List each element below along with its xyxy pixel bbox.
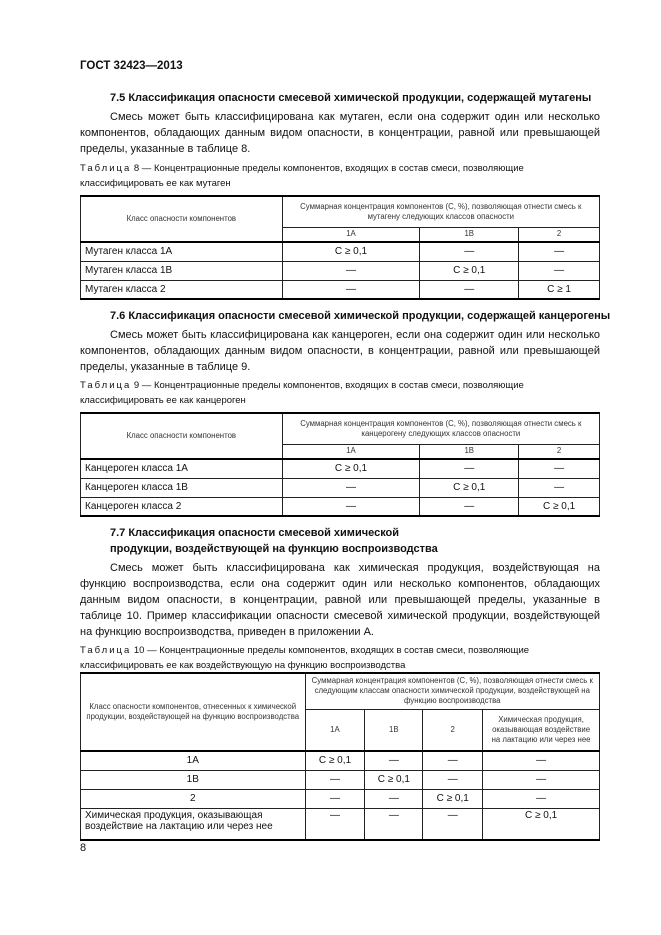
table-row bbox=[81, 789, 600, 808]
cell: — bbox=[282, 478, 420, 497]
col-header: 1A bbox=[305, 709, 365, 751]
section-heading: 7.5 Классификация опасности смесевой химической продукции, содержащей мутагены bbox=[110, 92, 592, 104]
col-header: 1A bbox=[282, 444, 420, 459]
cell: C ≥ 0,1 bbox=[305, 751, 365, 770]
cell: Химическая продукция, оказывающая воздействие на лактацию или через нее bbox=[81, 808, 306, 840]
document-header: ГОСТ 32423—2013 bbox=[80, 60, 183, 72]
table-10 bbox=[80, 672, 600, 841]
table-row bbox=[81, 280, 600, 299]
cell: — bbox=[305, 770, 365, 789]
section-heading: 7.6 Классификация опасности смесевой химической продукции, содержащей канцерогены bbox=[110, 310, 611, 322]
col-header: 1B bbox=[420, 227, 519, 242]
col-header: 1A bbox=[282, 227, 420, 242]
cell: — bbox=[420, 497, 519, 516]
table-row bbox=[81, 261, 600, 280]
col-header: 2 bbox=[519, 227, 600, 242]
col-header: Класс опасности компонентов bbox=[81, 413, 283, 459]
caption-text: 8 — Концентрационные пределы компонентов, входящих в состав смеси, позволяющие классифицировать ее как мутаген bbox=[80, 163, 524, 189]
cell: C ≥ 0,1 bbox=[483, 808, 600, 840]
cell: — bbox=[365, 751, 423, 770]
cell: — bbox=[282, 497, 420, 516]
cell: — bbox=[483, 751, 600, 770]
cell: — bbox=[420, 459, 519, 478]
group-header: Суммарная концентрация компонентов (C, %), позволяющая отнести смесь к канцерогену следующих классов опасности bbox=[282, 413, 599, 444]
table-9 bbox=[80, 412, 600, 517]
cell: C ≥ 0,1 bbox=[282, 459, 420, 478]
cell: — bbox=[365, 789, 423, 808]
cell: — bbox=[305, 789, 365, 808]
cell: C ≥ 0,1 bbox=[420, 261, 519, 280]
caption-label: Таблица bbox=[80, 645, 132, 656]
cell: — bbox=[519, 459, 600, 478]
cell: — bbox=[282, 261, 420, 280]
cell: — bbox=[519, 242, 600, 261]
col-header: Класс опасности компонентов bbox=[81, 196, 283, 242]
cell: Канцероген класса 1А bbox=[81, 459, 283, 478]
cell: Канцероген класса 1В bbox=[81, 478, 283, 497]
table-row bbox=[81, 478, 600, 497]
caption-text: 9 — Концентрационные пределы компонентов, входящих в состав смеси, позволяющие классифицировать ее как канцероген bbox=[80, 380, 524, 406]
table-caption bbox=[80, 643, 600, 673]
table-row bbox=[81, 751, 600, 770]
caption-label: Таблица bbox=[80, 380, 132, 391]
cell: — bbox=[423, 808, 483, 840]
table-row bbox=[81, 242, 600, 261]
col-header: 2 bbox=[519, 444, 600, 459]
table-row bbox=[81, 497, 600, 516]
table-row bbox=[81, 808, 600, 840]
table-8 bbox=[80, 195, 600, 300]
section-heading: 7.7 Классификация опасности смесевой химической продукции, воздействующей на функцию воспроизводства bbox=[110, 527, 438, 555]
cell: — bbox=[519, 261, 600, 280]
cell: C ≥ 1 bbox=[519, 280, 600, 299]
cell: 2 bbox=[81, 789, 306, 808]
cell: — bbox=[483, 789, 600, 808]
cell: — bbox=[420, 280, 519, 299]
cell: — bbox=[423, 770, 483, 789]
cell: C ≥ 0,1 bbox=[423, 789, 483, 808]
page-number: 8 bbox=[80, 842, 87, 854]
col-header: Класс опасности компонентов, отнесенных к химической продукции, воздействующей на функцию воспроизводства bbox=[81, 673, 306, 751]
cell: — bbox=[365, 808, 423, 840]
cell: C ≥ 0,1 bbox=[282, 242, 420, 261]
cell: 1В bbox=[81, 770, 306, 789]
paragraph: Смесь может быть классифицирована как химическая продукция, воздействующая на функцию воспроизводства, если она содержит один или несколько компонентов, обладающих данным видом опасности, в концентрации, равной или превышающей пределы, указанные в таблице 10. Пример классификации опасности смесевой химической продукции, воздействующей на функцию воспроизводства, приведен в приложении А. bbox=[80, 562, 600, 638]
cell: — bbox=[519, 478, 600, 497]
cell: Мутаген класса 1А bbox=[81, 242, 283, 261]
cell: 1А bbox=[81, 751, 306, 770]
cell: C ≥ 0,1 bbox=[420, 478, 519, 497]
cell: — bbox=[305, 808, 365, 840]
group-header: Суммарная концентрация компонентов (C, %), позволяющая отнести смесь к мутагену следующих классов опасности bbox=[282, 196, 599, 227]
cell: Мутаген класса 2 bbox=[81, 280, 283, 299]
cell: — bbox=[483, 770, 600, 789]
caption-label: Таблица bbox=[80, 163, 132, 174]
cell: — bbox=[282, 280, 420, 299]
col-header: 2 bbox=[423, 709, 483, 751]
cell: C ≥ 0,1 bbox=[519, 497, 600, 516]
table-caption bbox=[80, 161, 600, 191]
caption-text: 10 — Концентрационные пределы компонентов, входящих в состав смеси, позволяющие классифицировать ее как воздействующую на функцию воспроизводства bbox=[80, 645, 530, 671]
paragraph: Смесь может быть классифицирована как мутаген, если она содержит один или несколько компонентов, обладающих данным видом опасности, в концентрации, равной или превышающей пределы, указанные в таблице 8. bbox=[80, 111, 600, 155]
group-header: Суммарная концентрация компонентов (C, %), позволяющая отнести смесь к следующим классам опасности химической продукции, воздействующей на функцию воспроизводства bbox=[305, 673, 599, 709]
col-header: 1B bbox=[365, 709, 423, 751]
cell: — bbox=[420, 242, 519, 261]
table-row bbox=[81, 459, 600, 478]
col-header: Химическая продукция, оказывающая воздействие на лактацию или через нее bbox=[483, 709, 600, 751]
paragraph: Смесь может быть классифицирована как канцероген, если она содержит один или несколько компонентов, обладающих данным видом опасности, в концентрации, равной или превышающей пределы, указанные в таблице 9. bbox=[80, 329, 600, 373]
table-row bbox=[81, 770, 600, 789]
cell: C ≥ 0,1 bbox=[365, 770, 423, 789]
cell: Канцероген класса 2 bbox=[81, 497, 283, 516]
col-header: 1B bbox=[420, 444, 519, 459]
cell: Мутаген класса 1В bbox=[81, 261, 283, 280]
cell: — bbox=[423, 751, 483, 770]
table-caption bbox=[80, 378, 600, 408]
